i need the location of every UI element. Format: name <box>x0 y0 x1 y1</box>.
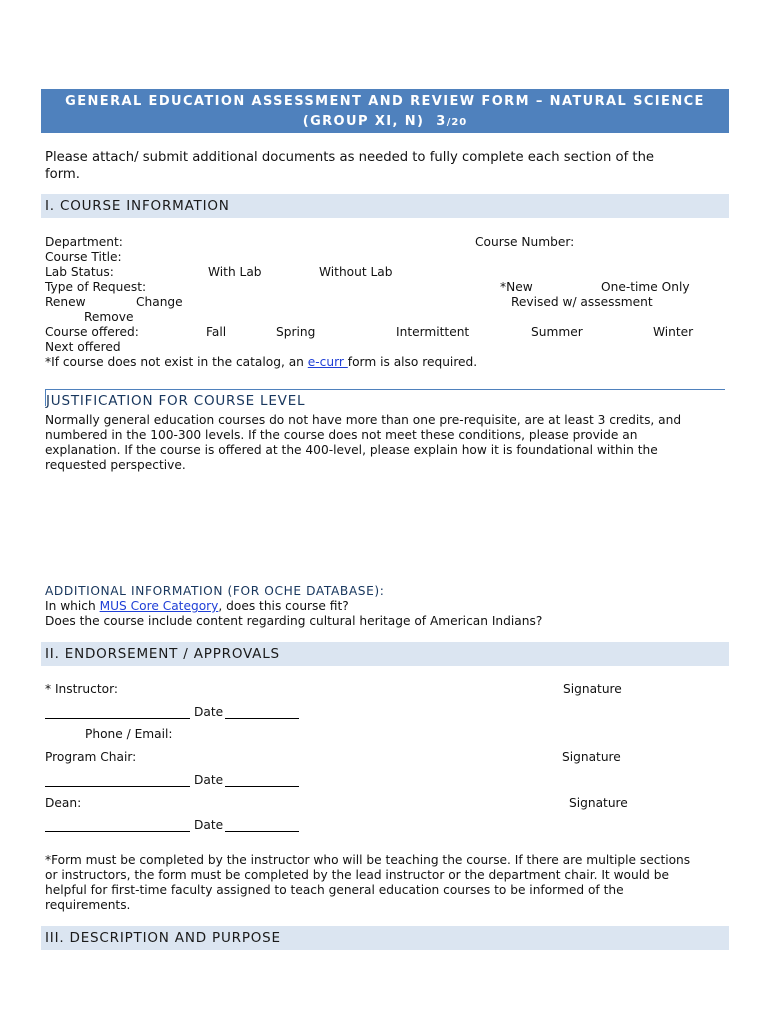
with-lab-option[interactable]: With Lab <box>208 265 262 279</box>
additional-info-title: ADDITIONAL INFORMATION (FOR OCHE DATABASE): <box>45 584 385 598</box>
type-request-label: Type of Request: <box>45 280 147 294</box>
section-endorsement <box>41 642 729 666</box>
chair-date-line[interactable] <box>225 786 299 787</box>
phone-email-label: Phone / Email: <box>85 727 173 741</box>
chair-name-line[interactable] <box>45 786 190 787</box>
form-note-line4: requirements. <box>45 898 131 912</box>
instructor-name-line[interactable] <box>45 718 190 719</box>
revised-option[interactable]: Revised w/ assessment <box>511 295 653 309</box>
change-option[interactable]: Change <box>136 295 183 309</box>
justification-line3: explanation. If the course is offered at the 400-level, please explain how it is foundational within the <box>45 443 658 457</box>
winter-option[interactable]: Winter <box>653 325 694 339</box>
instructor-label: * Instructor: <box>45 682 118 696</box>
summer-option[interactable]: Summer <box>531 325 583 339</box>
form-note-line1: *Form must be completed by the instructor who will be teaching the course. If there are multiple sections <box>45 853 691 867</box>
section-course-information <box>41 194 729 218</box>
justification-divider <box>45 389 725 390</box>
instructor-date-label: Date <box>194 705 224 719</box>
dean-date-label: Date <box>194 818 224 832</box>
intro-line1: Please attach/ submit additional documents as needed to fully complete each section of the <box>45 150 655 165</box>
justification-line2: numbered in the 100-300 levels. If the course does not meet these conditions, please provide an <box>45 428 638 442</box>
form-title-line2: (GROUP XI, N) 3/20 <box>302 114 468 129</box>
course-offered-label: Course offered: <box>45 325 139 339</box>
one-time-option[interactable]: One-time Only <box>601 280 690 294</box>
section-title: II. ENDORSEMENT / APPROVALS <box>45 646 280 662</box>
section-description-purpose <box>41 926 729 950</box>
spring-option[interactable]: Spring <box>276 325 316 339</box>
section-title: III. DESCRIPTION AND PURPOSE <box>45 930 281 946</box>
dean-name-line[interactable] <box>45 831 190 832</box>
form-note-line3: helpful for first-time faculty assigned to teach general education courses to be informed of the <box>45 883 624 897</box>
justification-title: JUSTIFICATION FOR COURSE LEVEL <box>46 393 306 409</box>
chair-date-label: Date <box>194 773 224 787</box>
lab-status-label: Lab Status: <box>45 265 114 279</box>
mus-core-link[interactable]: MUS Core Category <box>99 599 219 613</box>
section-title: I. COURSE INFORMATION <box>45 198 230 214</box>
dean-date-line[interactable] <box>225 831 299 832</box>
renew-option[interactable]: Renew <box>45 295 86 309</box>
american-indian-question: Does the course include content regarding cultural heritage of American Indians? <box>45 614 543 628</box>
form-title-line1: GENERAL EDUCATION ASSESSMENT AND REVIEW FORM – NATURAL SCIENCE <box>65 94 705 109</box>
fall-option[interactable]: Fall <box>206 325 227 339</box>
course-title-label: Course Title: <box>45 250 122 264</box>
form-note-line2: or instructors, the form must be completed by the lead instructor or the department chair. It would be <box>45 868 669 882</box>
new-option[interactable]: *New <box>500 280 533 294</box>
instructor-signature-label: Signature <box>563 682 622 696</box>
course-number-label: Course Number: <box>475 235 575 249</box>
dean-label: Dean: <box>45 796 82 810</box>
remove-option[interactable]: Remove <box>84 310 134 324</box>
e-curr-link[interactable]: e-curr <box>307 355 348 369</box>
chair-signature-label: Signature <box>562 750 621 764</box>
department-label: Department: <box>45 235 123 249</box>
next-offered-label: Next offered <box>45 340 121 354</box>
justification-line1: Normally general education courses do not have more than one pre-requisite, are at least 3 credits, and <box>45 413 682 427</box>
dean-signature-label: Signature <box>569 796 628 810</box>
intro-line2: form. <box>45 167 80 182</box>
instructor-date-line[interactable] <box>225 718 299 719</box>
version-year: /20 <box>446 117 468 128</box>
form-title-banner <box>41 89 729 133</box>
mus-core-question: In which MUS Core Category, does this course fit? <box>45 599 349 613</box>
intermittent-option[interactable]: Intermittent <box>396 325 470 339</box>
catalog-note: *If course does not exist in the catalog, an e-curr form is also required. <box>45 355 478 369</box>
justification-line4: requested perspective. <box>45 458 186 472</box>
without-lab-option[interactable]: Without Lab <box>319 265 393 279</box>
program-chair-label: Program Chair: <box>45 750 137 764</box>
version-num: 3 <box>436 114 447 129</box>
